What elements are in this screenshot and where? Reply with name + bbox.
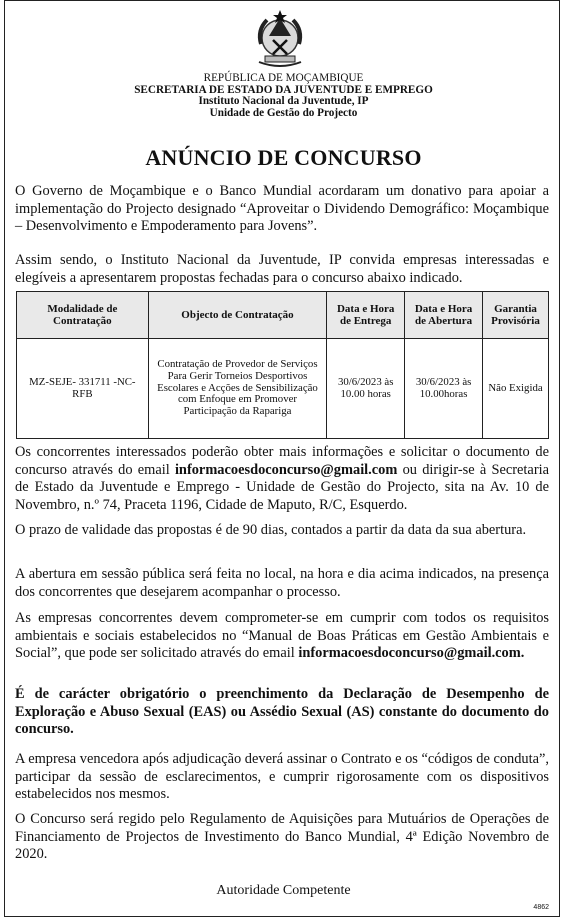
winner-paragraph: A empresa vencedora após adjudicação deverá assinar o Contrato e os “códigos de conduta”, participar da sessão de esclarecimentos, e cumprir rigorosamente com os dispositivos estabelecidos nos mesmos.: [15, 751, 549, 802]
cell-modality: MZ-SEJE- 331711 -NC-RFB: [17, 339, 149, 439]
header-secretariat: SECRETARIA DE ESTADO DA JUVENTUDE E EMPREGO: [134, 83, 433, 96]
info-text-b: ou dirigir-se à Secretaria de Estado da Juventude e Emprego - Unidade de Gestão do Projecto, sita na Av. 10 de Novembro, n.º 74, Praceta 1196, Cidade de Maputo, R/C, Esquerdo.: [15, 461, 549, 513]
contact-email-link[interactable]: informacoesdoconcurso@gmail.com: [174, 461, 398, 478]
regulation-paragraph: O Concurso será regido pelo Regulamento de Aquisições para Mutuários de Operações de Financiamento de Projectos de Investimento do Banco Mundial, 4ª Edição Novembro de 2020.: [15, 811, 549, 862]
header-institute: Instituto Nacional da Juventude, IP: [198, 95, 369, 107]
cell-opening: 30/6/2023 às 10.00horas: [405, 339, 483, 439]
col-header-delivery: Data e Hora de Entrega: [327, 292, 405, 339]
manual-email-link[interactable]: informacoesdoconcurso@gmail.com.: [298, 645, 525, 661]
table-header-row: [17, 292, 549, 339]
opening-paragraph: A abertura em sessão pública será feita no local, na hora e dia acima indicados, na presença dos concorrentes que desejarem acompanhar o processo.: [15, 566, 549, 600]
cell-object: Contratação de Provedor de Serviços Para Gerir Torneios Desportivos Escolares e Acções de Sensibilização com Enfoque em Promover Participação da Rapariga: [148, 339, 327, 439]
col-header-opening: Data e Hora de Abertura: [405, 292, 483, 339]
environment-paragraph: [15, 610, 549, 663]
tender-table: [16, 291, 549, 439]
info-text-a: Os concorrentes interessados poderão obter mais informações e solicitar o documento de concurso através do email: [15, 444, 549, 478]
page-title: ANÚNCIO DE CONCURSO: [145, 145, 422, 170]
mandatory-declaration-paragraph: É de carácter obrigatório o preenchimento da Declaração de Desempenho de Exploração e Abuso Sexual (EAS) ou Assédio Sexual (AS) constante do documento do concurso.: [15, 686, 549, 737]
header-unit: Unidade de Gestão do Projecto: [209, 106, 358, 119]
signoff: Autoridade Competente: [216, 883, 351, 898]
col-header-object: Objecto de Contratação: [148, 292, 327, 339]
col-header-modality: Modalidade de Contratação: [17, 292, 149, 339]
cell-delivery: 30/6/2023 às 10.00 horas: [327, 339, 405, 439]
issuer-header: [0, 73, 567, 119]
table-row: [17, 339, 549, 439]
intro-paragraph-2: Assim sendo, o Instituto Nacional da Juventude, IP convida empresas interessadas e elegíveis a apresentarem propostas fechadas para o concurso abaixo indicado.: [15, 252, 549, 286]
cell-guarantee: Não Exigida: [483, 339, 549, 439]
col-header-guarantee: Garantia Provisória: [483, 292, 549, 339]
environment-text: As empresas concorrentes devem comprometer-se em cumprir com todos os requisitos ambientais e sociais estabelecidos no “Manual de Boas Práticas em Gestão Ambientais e Social”, que pode ser solicitado através do email: [15, 610, 549, 661]
validity-paragraph: O prazo de validade das propostas é de 90 dias, contados a partir da data da sua abertura.: [15, 522, 527, 538]
info-paragraph: [15, 444, 549, 514]
intro-paragraph-1: O Governo de Moçambique e o Banco Mundial acordaram um donativo para apoiar a implementação do Projecto designado “Aproveitar o Dividendo Demográfico: Moçambique – Desenvolvimento e Empoderamento para Jovens”.: [15, 183, 549, 234]
mozambique-emblem-icon: [247, 4, 313, 70]
ad-code: 4862: [533, 904, 549, 911]
header-country: REPÚBLICA DE MOÇAMBIQUE: [203, 72, 364, 84]
